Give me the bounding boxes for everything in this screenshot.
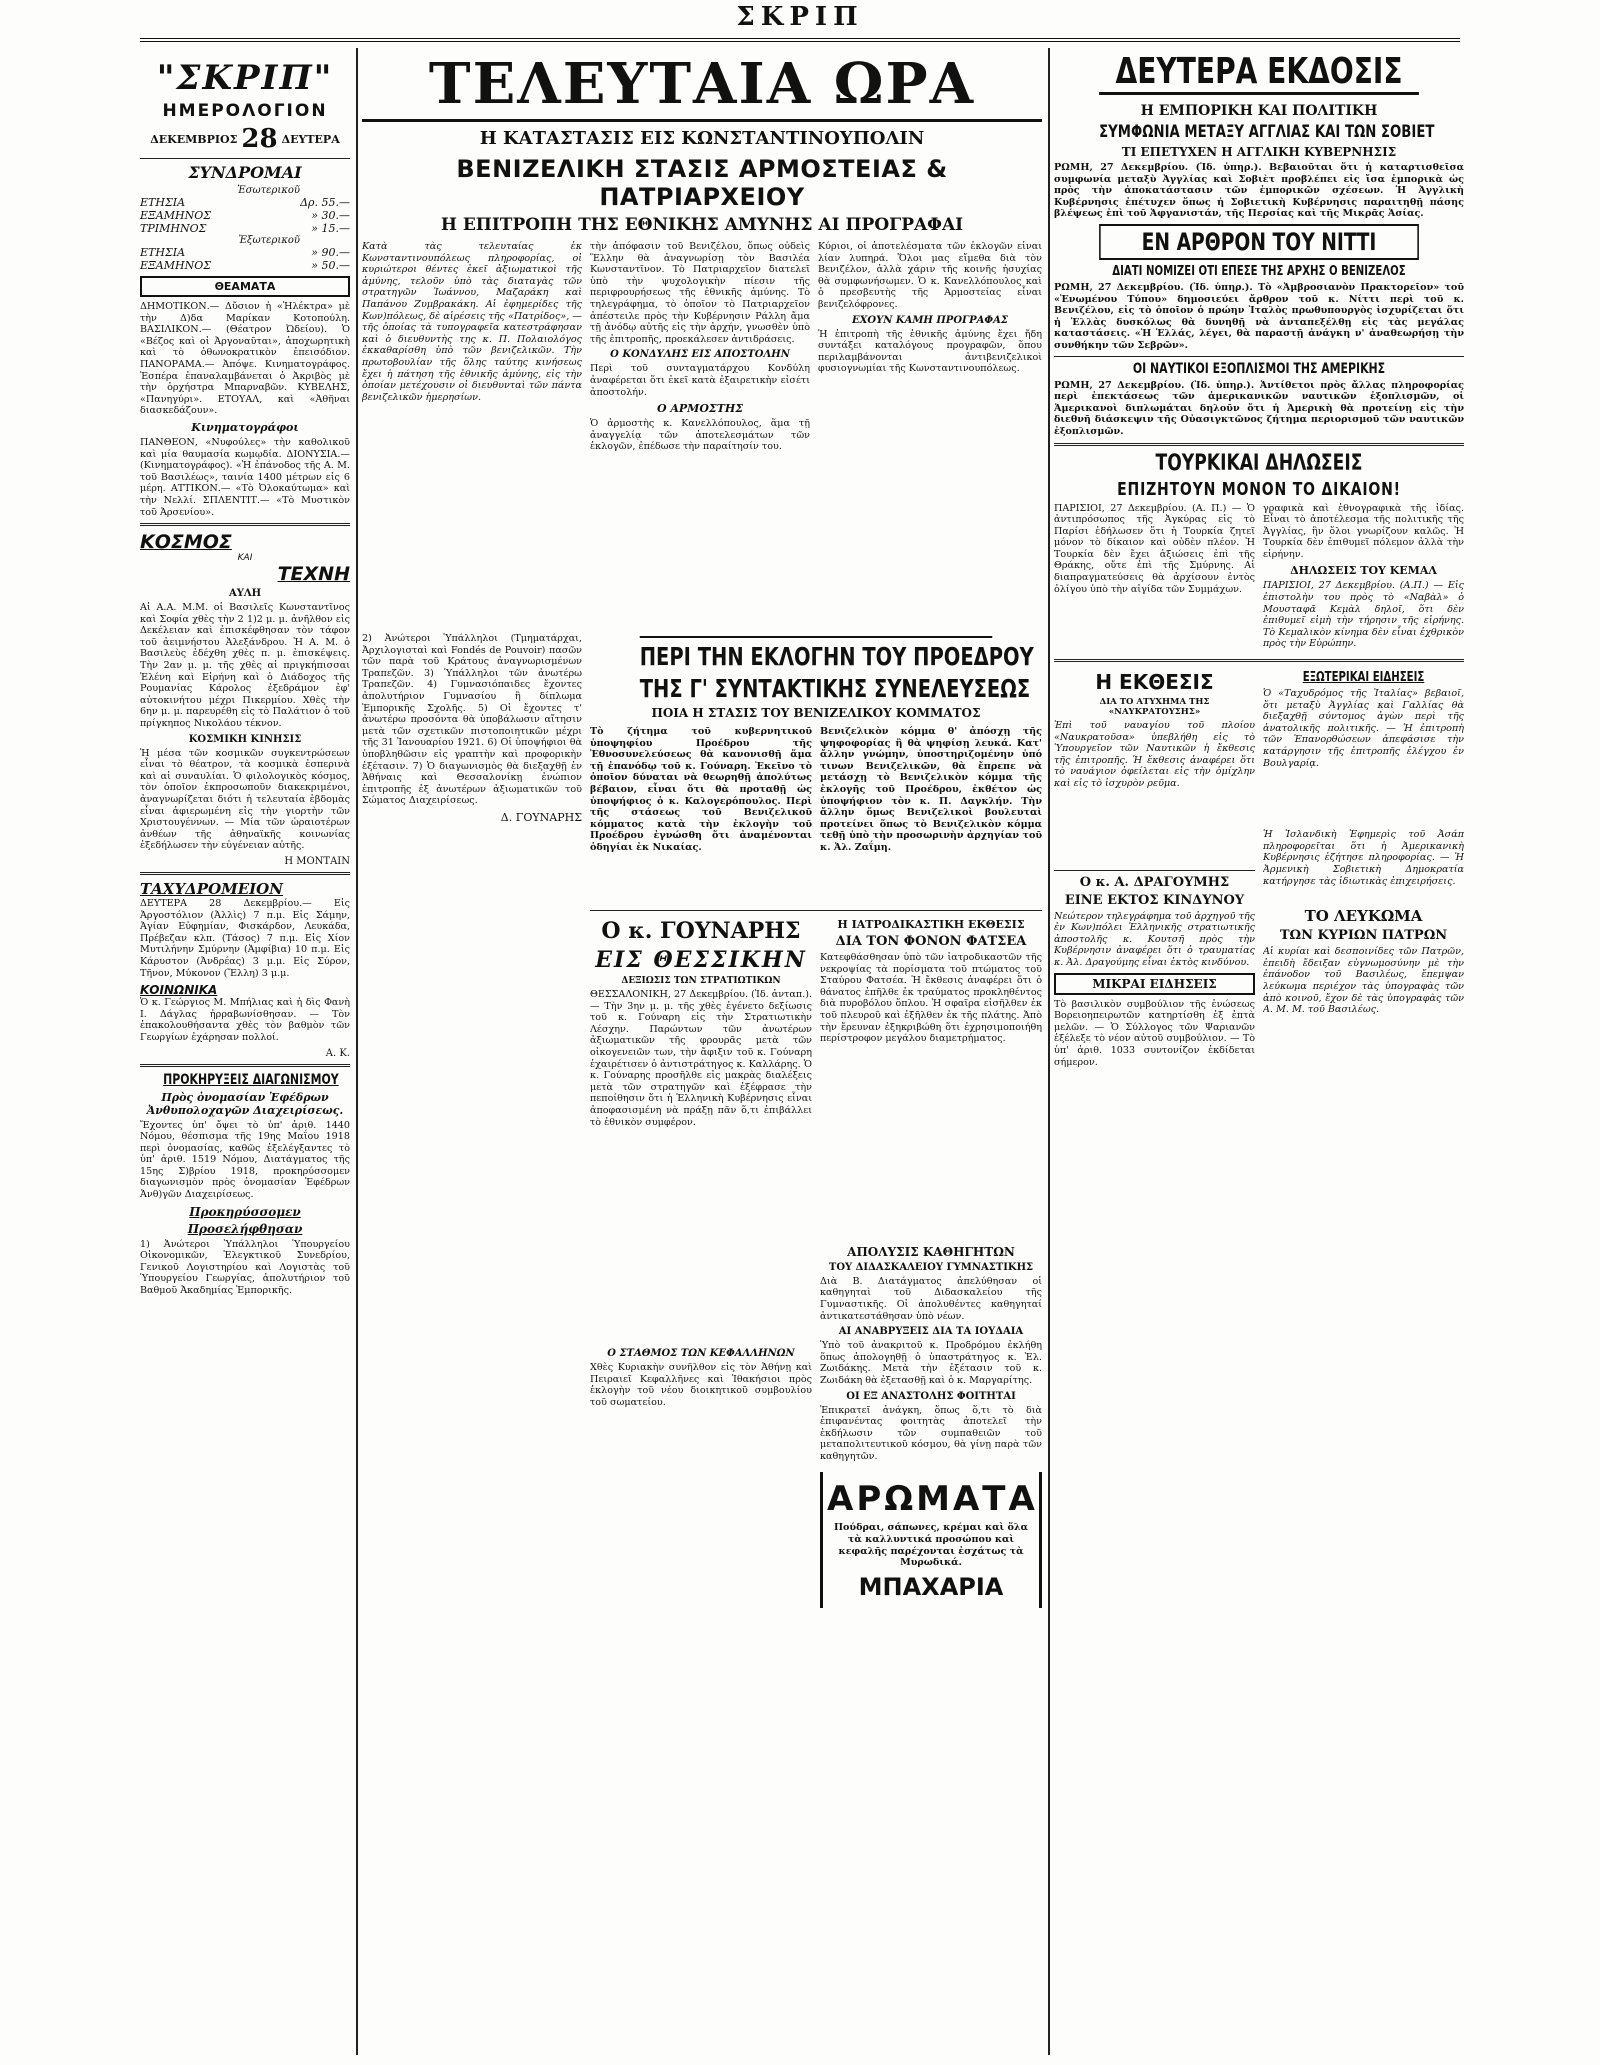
top-story-col-3: [818, 241, 1042, 633]
mid-text-a: Τὸ ζήτημα τοῦ κυβερνητικοῦ ὑποψηφίου Προέδρου τῆς Ἐθνοσυνελεύσεως θὰ κανονισθῇ ἅμα τῇ ἐπανόδῳ τοῦ κ. Γούναρη. Ἐκεῖνο τὸ ὁποῖον δύναται νὰ θεωρηθῇ ἀπολύτως βέβαιον, εἶναι ὅτι θὰ προταθῇ ὡς ὑποψήφιος ὁ κ. Καλογερόπουλος. Περὶ τῆς στάσεως τοῦ Βενιζελικοῦ κόμματος κατὰ τὴν ἐκλογὴν τοῦ Προέδρου ἐγνώσθη ὅτι ἀναμένονται ὁδηγίαι ἐκ Νικαίας.: [590, 726, 812, 853]
ad-title: ΑΡΩΜΑΤΑ: [827, 1479, 1038, 1520]
arts-title-3: ΤΕΧΝΗ: [277, 563, 350, 586]
pharm-text: Κατεφθάσθησαν ὑπὸ τῶν ἰατροδικαστῶν τῆς νεκροψίας τὰ πορίσματα τοῦ πτώματος τοῦ Σταύρου Φατσέα. Ἡ ἔκθεσις ἀναφέρει ὅτι ὁ θάνατος ἐπῆλθε ἐκ τραύματος προκληθέντος διὰ πυροβόλου ὅπλου. Ἡ σφαῖρα εἰσῆλθεν ἐκ τοῦ πλευροῦ καὶ ἐξῆλθεν ἐκ τῆς πλάτης. Ἀπὸ τὴν ἔρευναν ἐξηκριβώθη ὅτι ἐχρησιμοποιήθη περίστροφον μεγάλου διαμετρήματος.: [820, 952, 1042, 1045]
students-title: ΟΙ ΕΞ ΑΝΑΣΤΟΛΗΣ ΦΟΙΤΗΤΑΙ: [846, 1390, 1016, 1402]
gounaris-title-3: ΔΕΞΙΩΣΙΣ ΤΩΝ ΣΤΡΑΤΙΩΤΙΚΩΝ: [621, 976, 781, 986]
post-title: ΤΑΧΥΔΡΟΜΕΙΟΝ: [140, 879, 283, 898]
social-text: Ἡ μέσα τῶν κοσμικῶν συγκεντρώσεων εἶναι τὸ θέατρον, τὰ κοσμικὰ ἐσπερινὰ καὶ αἱ συναυλίαι. Ὁ φιλολογικὸς κόσμος, τὸν ὁποῖον ἐκπροσωποῦν διακεκριμένοι, ἀναγνωρίζεται διότι ἡ τελευταία ἑβδομὰς εἶναι ἀφιερωμένη εἰς τὴν γιορτὴν τῶν Χριστουγέννων. — Μία τῶν ὡραιοτέρων ἀνθέων τῆς ἀθηναϊκῆς κοινωνίας ἐξεδήλωσεν τὴν εὐγένειαν αὐτῆς.: [140, 747, 350, 852]
calendar-date: [140, 124, 350, 154]
exterior-label: Ἐξωτερικοῦ: [238, 235, 300, 246]
exterior-rates: [140, 246, 350, 272]
mid-headline-1: ΠΕΡΙ ΤΗΝ ΕΚΛΟΓΗΝ ΤΟΥ ΠΡΟΕΔΡΟΥ: [640, 636, 993, 671]
arts-title-2: ΚΑΙ: [237, 553, 253, 564]
social-title: ΚΟΣΜΙΚΗ ΚΙΝΗΣΙΣ: [188, 733, 302, 745]
notices-subtitle: Πρὸς ὀνομασίαν Ἐφέδρων Ἀνθυπολοχαγῶν Διαχειρίσεως.: [146, 1090, 344, 1117]
notices-text: Ἔχοντες ὑπ' ὄψει τὸ ὑπ' ἀριθ. 1440 Νόμου, θέσπισμα τῆς 19ης Μαΐου 1918 περὶ ὀνομασίας, καθῶς ἐξελέγξαντες τὸ ὑπ' ἀριθ. 1519 Νόμου, Διατάγματος τῆς 15ης Σ)βρίου 1918, προκηρύσσομεν διαγωνισμὸν πρὸς ὀνομασίαν Ἐφέδρων Ἀνθ)γῶν Διαχειρίσεως.: [140, 1119, 350, 1201]
right-h9: ΔΗΛΩΣΕΙΣ ΤΟΥ ΚΕΜΑΛ: [1290, 564, 1437, 578]
arts-title-1: ΚΟΣΜΟΣ: [140, 531, 232, 554]
right-t4b: γραφικὰ καὶ ἐθνογραφικὰ τῆς ἰδίας. Εἶναι τὸ ἀποτέλεσμα τῆς πολιτικῆς τῆς Ἀγγλίας, ἣν ὅλοι γνωρίζουν καλῶς. Ἡ Τουρκία δὲν ἐπιθυμεῖ πόλεμον ἀλλὰ τὴν εἰρήνην.: [1263, 502, 1464, 560]
left-column: [140, 48, 350, 2055]
mid-text-b: Βενιζελικὸν κόμμα θ' ἀπόσχῃ τῆς ψηφοφορίας ἢ θὰ ψηφίσῃ λευκά. Κατ' ἄλλην γνώμην, ὑποστηριζομένην ὑπό τινων Βενιζελικῶν, θὰ ἔπρεπε νὰ μετάσχῃ τὸ Βενιζελικὸν κόμμα τῆς ἐκλογῆς τοῦ Προέδρου, ἐκθέτον ὡς ὑποψήφιον τὸν κ. Π. Δαγκλήν. Τὴν ἄλλην ὅμως Βενιζελικοὶ βουλευταὶ προτείνει ὅπως τὸ Βενιζελικὸν κόμμα τεθῇ ὑπὸ τὴν προσωρινὴν ἀρχηγίαν τοῦ κ. Ἀλ. Ζαΐμη.: [820, 726, 1042, 853]
kefallines-text: Χθὲς Κυριακὴν συνῆλθον εἰς τὸν Ἀθήνῃ καὶ Πειραιεῖ Κεφαλλῆνες καὶ Ἰθακήσιοι πρὸς ἐκλογὴν τοῦ νέου διοικητικοῦ συμβουλίου τοῦ σωματείου.: [590, 1362, 812, 1408]
sub-a-title: Ο ΚΟΝΔΥΛΗΣ ΕΙΣ ΑΠΟΣΤΟΛΗΝ: [610, 349, 790, 361]
right-h14b: ΤΩΝ ΚΥΡΙΩΝ ΠΑΤΡΩΝ: [1279, 928, 1448, 944]
students-text: Ἐπικρατεῖ ἀνάγκη, ὅπως ὅ,τι τὸ διὰ ἐπιφανέντας φοιτητὰς ἀποτελεῖ τὴν ἐκδήλωσιν τῶν συμπαθειῶν τοῦ μεταπολιτευτικοῦ κόσμου, θὰ γίνῃ παρὰ τῶν καθηγητῶν.: [820, 1404, 1042, 1462]
headline-sub-3: Η ΕΠΙΤΡΟΠΗ ΤΗΣ ΕΘΝΙΚΗΣ ΑΜΥΝΗΣ ΑΙ ΠΡΟΓΡΑΦΑΙ: [440, 215, 964, 235]
calendar-title: ΗΜΕΡΟΛΟΓΙΟΝ: [162, 101, 328, 121]
right-t8: Νεώτερον τηλεγράφημα τοῦ ἀρχηγοῦ τῆς ἐν Κων)πόλει Ἑλληνικῆς στρατιωτικῆς ἀποστολῆς κ. Κουτσῆ πρὸς τὴν Κυβέρνησιν ἀναφέρει ὅτι ὁ τραυματίας κ. Ἀλ. Δραγούμης εἶναι ἐκτὸς κινδύνου.: [1054, 910, 1255, 968]
right-h10: Η ΕΚΘΕΣΙΣ: [1095, 670, 1214, 695]
june-text: Ὑπὸ τοῦ ἀνακριτοῦ κ. Προδρόμου ἐκλήθη ὅπως ἀπολογηθῇ ὁ ὑπαστράτηγος κ. Ἑλ. Ζωιδάκης. Μετὰ τὴν ἐξέτασιν τοῦ κ. Ζωιδάκη θὰ ἐξετασθῇ καὶ ὁ κ. Μαργαρίτης.: [820, 1340, 1042, 1386]
right-column: [1054, 48, 1464, 2055]
sub-c-title: ΕΧΟΥΝ ΚΑΜΗ ΠΡΟΓΡΑΦΑΣ: [852, 314, 1008, 326]
right-h1: Η ΕΜΠΟΡΙΚΗ ΚΑΙ ΠΟΛΙΤΙΚΗ: [1140, 103, 1378, 119]
right-h11: ΕΞΩΤΕΡΙΚΑΙ ΕΙΔΗΣΕΙΣ: [1302, 670, 1425, 686]
lower-col-right: [590, 633, 1042, 2055]
right-h13: ΜΙΚΡΑΙ ΕΙΔΗΣΕΙΣ: [1054, 973, 1255, 995]
right-h12: Ο κ. Α. ΔΡΑΓΟΥΜΗΣ: [1079, 874, 1230, 890]
sub-c-text: Ἡ ἐπιτροπὴ τῆς ἐθνικῆς ἀμύνης ἔχει ἤδη συντάξει καταλόγους προγραφῶν, ὅπου περιλαμβάνονται ἀντιβενιζελικοὶ φυσιογνωμίαι τῆς Κωνσταντινουπόλεως.: [818, 328, 1042, 375]
perfume-ad: [820, 1472, 1042, 1607]
post-text: ΔΕΥΤΕΡΑ 28 Δεκεμβρίου.— Εἰς Ἀργοστόλιον (Ἀλλὶς) 7 π.μ. Εἰς Σάμην, Ἀγίαν Εὐφημίαν, Φισκάρδον, Λευκάδα, Πρέβεζαν κλπ. (Τάσος) 7 π.μ. Εἰς Χίον Μυτιλήνην Σμύρνην (Ἀμφίβια) 10 π.μ. Εἰς Κάρυστον (Ἀνδρέας) 3 μ.μ. Εἰς Σύρον, Τῆνον, Μύκονον (Ἔλλη) 3 μ.μ.: [140, 897, 350, 979]
koinonika-text: Ὁ κ. Γεώργιος Μ. Μπήλιας καὶ ἡ δὶς Φανὴ Ι. Δάγλας ἠρραβωνίσθησαν. — Τὸν ἐπακολουθήσαντα χθὲς τὸν βαθμὸν τῶν Γεωργίων ἐχάρησαν πολλοί.: [140, 997, 350, 1043]
theatres-text: ΔΗΜΟΤΙΚΟΝ.— Δὔσιον ἡ «Ἠλέκτρα» μὲ τὴν Δ)δα Μαρίκαν Κοτοπούλη. ΒΑΣΙΛΙΚΟΝ.— (Θέατρον Ὠδείου). Ὁ «Βέζος καὶ οἱ Ἀργοναῦται», ἀποχωρητικὴ καὶ τὸ ὀθωνοκρατικὸν ἐπεισόδιον. ΠΑΝΟΡΑΜΑ.— Ἀπόψε. Κινηματογράφος. Ἐσπέρα ἐπαναλαμβάνεται ὁ Ἀκριβὸς μὲ τὴν ὁρχήστρα Μπαρναβῶν. ΚΥΒΕΛΗΣ, «Πανηγύρι». ΕΤΟΥΑΛ, καὶ «Ἀθῆναι διασκεδάζουν».: [140, 301, 350, 417]
date-month: ΔΕΚΕΜΒΡΙΟΣ: [150, 132, 238, 146]
right-lower-col-2: [1263, 667, 1464, 1307]
center-column: [362, 48, 1042, 2055]
right-t5: ΠΑΡΙΣΙΟΙ, 27 Δεκεμβρίου. (Α.Π.) — Εἰς ἐπιστολὴν του πρὸς τὸ «Ναβὰλ» ὁ Μουσταφᾶ Κεμὰλ δηλοῖ, ὅτι δὲν ἐπιθυμεῖ εἰμὴ τὴν τήρησιν τῆς εἰρήνης. Τὸ Κεμαλικὸν κίνημα δὲν εἶναι ἐχθρικὸν πρὸς τὴν Εὐρώπην.: [1263, 580, 1464, 650]
koinonika-signature: Α. Κ.: [325, 1047, 350, 1059]
date-weekday: ΔΕΥΤΕΡΑ: [281, 132, 340, 146]
rate-row: [140, 246, 350, 259]
koinonika-title: ΚΟΙΝΩΝΙΚΑ: [140, 983, 218, 998]
rate-period: ΕΞΑΜΗΝΟΣ: [140, 209, 211, 222]
turkish-story-col-2: [1263, 503, 1464, 655]
headline: ΤΕΛΕΥΤΑΙΑ ΩΡΑ: [362, 51, 1042, 122]
notices-heading-3: Προσελήφθησαν: [187, 1221, 303, 1236]
arts-signature: Η ΜΟΝΤΑΙΝ: [284, 855, 350, 867]
right-h10b: ΔΙΑ ΤΟ ΑΤΥΧΗΜΑ ΤΗΣ «ΝΑΥΚΡΑΤΟΥΣΗΣ»: [1099, 697, 1210, 718]
top-story-col-2: [590, 241, 810, 633]
rate-period: ΕΤΗΣΙΑ: [140, 196, 186, 209]
lower-split: [590, 915, 1042, 1875]
story-a: Κατὰ τὰς τελευταίας ἐκ Κωνσταντινουπόλεως πληροφορίας, οἱ κυριώτεροι θέντες ἐκεῖ ἀξιωματικοὶ τῆς ἀμύνης, τελοῦν ὑπὸ τὰς διαταγὰς τῶν στρατηγῶν Ἰωάννου, Μαζαράκη καὶ Παπάνου Ζυμβρακάκη. Αἱ ἐφημερίδες τῆς Κων)πόλεως, δὲ αἱρέσεις τῆς «Πατρίδος», — τῆς ὁποίας τὰ τυπογραφεῖα κατεστράφησαν καὶ ὁ διευθυντὴς της κ. Π. Πολαιολόγος ἐκκαθαρίσθη ὑπὸ τῶν βενιζελικῶν. Τὴν πρωτοβουλίαν τῆς ὅλης ταύτης κινήσεως ἔχει ἡ πάτηση τῆς ἐθνικῆς ἀμύνης, εἰς τὴν ὁποίαν μετέχουσιν οἱ διευθυνταὶ τῶν πάντα βενιζελικῶν ἡμερησίων.: [362, 241, 582, 403]
rate-row: [140, 196, 350, 209]
right-t7: Ὁ «Ταχυδρόμος τῆς Ἰταλίας» βεβαιοῖ, ὅτι μεταξὺ Ἀγγλίας καὶ Γαλλίας θὰ διεξαχθῇ σύντομος ἀγὼν περὶ τῆς ἀνατολικῆς πολιτικῆς. — Ἡ ἐπιτροπὴ τῶν Ἐπανορθώσεων ἀπεφάσισε τὴν κατάργησιν τῆς ἐπιτροπῆς ἐλέγχου ἐν Βουλγαρίᾳ.: [1263, 688, 1464, 769]
right-h7: ΤΟΥΡΚΙΚΑΙ ΔΗΛΩΣΕΙΣ: [1155, 450, 1363, 476]
sub-a-text: Περὶ τοῦ συνταγματάρχου Κονδύλη ἀναφέρεται ὅτι ἐκεῖ κατὰ ἐξαιρετικὴν εἰσέτι ἀποστολήν.: [590, 363, 810, 398]
rate-row: [140, 259, 350, 272]
ad-text: Πούδραι, σάπωνες, κρέμαι καὶ ὅλα τὰ καλλυντικά προσώπου καὶ κεφαλῆς παρέχονται ἐσχάτως τὰ Μυρωδικά.: [833, 1522, 1029, 1569]
top-story: [362, 241, 1042, 633]
cinemas-title: Κινηματογράφοι: [191, 420, 299, 434]
right-t3: ΡΩΜΗ, 27 Δεκεμβρίου. (Ἰδ. ὑπηρ.). Ἀντίθετοι πρὸς ἄλλας πληροφορίας περὶ ἐπεκτάσεως τῶν ἀμερικανικῶν ναυτικῶν ἐξοπλισμῶν, οἱ Ἀμερικανοὶ διπλωμάται δηλοῦν ὅτι ἡ Ἀμερικὴ θὰ προτείνῃ εἰς τὴν διεθνῆ διάσκεψιν τῆς Οὐασιγκτῶνος ζήτημα περιορισμοῦ τῶν ναυτικῶν ἐξοπλισμῶν.: [1054, 379, 1464, 437]
rate-price: » 15.—: [311, 222, 350, 235]
rate-period: ΕΤΗΣΙΑ: [140, 246, 186, 259]
notices-heading-2: Προκηρύσσομεν: [189, 1204, 301, 1219]
right-h4: ΕΝ ΑΡΘΡΟΝ ΤΟΥ ΝΙΤΤΙ: [1099, 224, 1419, 260]
right-t6: Ἐπὶ τοῦ ναυαγίου τοῦ πλοίου «Ναυκρατοῦσα» ὑπεβλήθη εἰς τὸ Ὑπουργεῖον τῶν Ναυτικῶν ἡ ἔκθεσις τῆς ἐπιτροπῆς. Ἡ ἔκθεσις ἀναφέρει ὅτι τὸ ναυάγιον ὀφείλεται εἰς τὴν ὁμίχλην καὶ εἰς τὸ ἰσχυρὸν ρεῦμα.: [1054, 720, 1255, 789]
right-t11: Αἱ κυρίαι καὶ δεσποινίδες τῶν Πατρῶν, ἐπειδὴ ἔδειξαν εὐγνωμοσύνην μὲ τὴν ἐπάνοδον τοῦ Βασιλέως, ἔπεμψαν λεύκωμα περιέχον τὰς ὑπογραφὰς τῶν ἀπὸ κοινοῦ, ἔχον δὲ τὰς ὑπογραφὰς τῶν Α. Μ. Μ. τοῦ Βασιλέως.: [1263, 946, 1464, 1016]
interior-label: Ἐσωτερικοῦ: [237, 185, 300, 196]
court-title: ΑΥΛΗ: [228, 588, 262, 600]
lower-col-1: [362, 633, 582, 2055]
headline-sub-1: Η ΚΑΤΑΣΤΑΣΙΣ ΕΙΣ ΚΩΝΣΤΑΝΤΙΝΟΥΠΟΛΙΝ: [479, 128, 925, 149]
right-h5: ΔΙΑΤΙ ΝΟΜΙΖΕΙ ΟΤΙ ΕΠΕΣΕ ΤΗΣ ΑΡΧΗΣ Ο ΒΕΝΙΖΕΛΟΣ: [1112, 263, 1406, 279]
masthead-rule: [140, 38, 1460, 42]
gounaris-col: [590, 915, 812, 1875]
mid-story: [590, 726, 1042, 906]
sub-b-text: Ὁ ἁρμοστὴς κ. Κανελλόπουλος, ἅμα τῇ ἀναγγελίᾳ τῶν ἀποτελεσμάτων τῶν ἐκλογῶν, ἐπέδωσε τὴν παραίτησίν του.: [590, 418, 810, 453]
theatres-title: ΘΕΑΜΑΤΑ: [140, 276, 350, 297]
teach-title-2: ΤΟΥ ΔΙΔΑΣΚΑΛΕΙΟΥ ΓΥΜΝΑΣΤΙΚΗΣ: [828, 1261, 1034, 1273]
right-t4: ΠΑΡΙΣΙΟΙ, 27 Δεκεμβρίου. (Α. Π.) — Ὁ ἀντιπρόσωπος τῆς Ἀγκύρας εἰς τὸ Παρίσι ἐδήλωσεν ὅτι ἡ Τουρκία ζητεῖ μόνον τὸ δίκαιον καὶ οὐδὲν πλέον. Ἡ Τουρκία δὲν ἔχει ἀξιώσεις ἐπὶ τῆς Θράκης, οὔτε ἐπὶ τῆς Σμύρνης. Αἱ διαπραγματεύσεις θὰ ἀρχίσουν ἐντὸς ὀλίγου ὑπὸ τὴν αἰγίδα τῶν Συμμάχων.: [1054, 502, 1255, 595]
rate-price: » 30.—: [311, 209, 350, 222]
june-title: ΑΙ ΑΝΑΒΡΥΞΕΙΣ ΔΙΑ ΤΑ ΙΟΥΔΑΙΑ: [838, 1326, 1024, 1338]
right-h12b: ΕΙΝΕ ΕΚΤΟΣ ΚΙΝΔΥΝΟΥ: [1064, 892, 1245, 908]
right-lower-col-1: [1054, 667, 1255, 1307]
rate-price: » 90.—: [311, 246, 350, 259]
kefallines-title: Ο ΣΤΑΘΜΟΣ ΤΩΝ ΚΕΦΑΛΛΗΝΩΝ: [607, 1348, 795, 1360]
right-h6: ΟΙ ΝΑΥΤΙΚΟΙ ΕΞΟΠΛΙΣΜΟΙ ΤΗΣ ΑΜΕΡΙΚΗΣ: [1132, 360, 1386, 377]
mid-headline-3: ΠΟΙΑ Η ΣΤΑΣΙΣ ΤΟΥ ΒΕΝΙΖΕΛΙΚΟΥ ΚΟΜΜΑΤΟΣ: [651, 706, 981, 720]
sub-b-title: Ο ΑΡΜΟΣΤΗΣ: [656, 402, 744, 416]
pharm-title-2: ΔΙΑ ΤΟΝ ΦΟΝΟΝ ΦΑΤΣΕΑ: [835, 934, 1027, 949]
notices-text-2: 1) Ἀνώτεροι Ὑπάλληλοι Ὑπουργείου Οἰκονομικῶν, Ἐλεγκτικοῦ Συνεδρίου, Γενικοῦ Λογιστηρίου καὶ Λογιστὰς τοῦ Ὑπουργείου Γεωργίας, ἀπολυτήριον τοῦ Βαθμοῦ Ἀκαδημίας Ἐμπορικῆς.: [140, 1238, 350, 1297]
news-col: [820, 915, 1042, 1875]
date-day: 28: [241, 124, 278, 154]
right-t2: ΡΩΜΗ, 27 Δεκεμβρίου. (Ἰδ. ὑπηρ.). Τὸ «Ἀμβροσιανὸν Πρακτορεῖον» τοῦ «Ἐνωμένου Τύπου» δημοσιεύει ἄρθρον τοῦ κ. Νίττι περὶ τοῦ κ. Βενιζέλου, εἰς τὸ ὁποῖον ὁ πρώην Ἰταλὸς πρωθυπουργὸς ἰσχυρίζεται ὅτι ἡ Ἑλλὰς δυσκόλως θὰ δυνηθῇ νὰ ἀνταπεξέλθῃ εἰς τὰς μεγάλας καταστάσεις. «Ἡ Ἑλλάς, λέγει, θὰ παραστῇ ἀνάγκη ν' ἀναθεωρήσῃ τὴν συνθήκην τῶν Σεβρῶν».: [1054, 281, 1464, 351]
second-edition-title: ΔΕΥΤΕΡΑ ΕΚΔΟΣΙΣ: [1099, 51, 1419, 95]
col3-text: 2) Ἀνώτεροι Ὑπάλληλοι (Τμηματάρχαι, Ἀρχιλογισταὶ καὶ Fondés de Pouvoir) πασῶν τῶν παρὰ τοῦ Κράτους ἀναγνωρισμένων Τραπεζῶν. 3) Ὑπάλληλοι τῶν ἀνωτέρω Τραπεζῶν. 4) Γυμνασιόπαιδες ἔχοντες ἀπολυτήριον Γυμνασίου ἢ δίπλωμα Ἐμπορικῆς Σχολῆς. 5) Οἱ ἔχοντες τ' ἀνωτέρω προσόντα θὰ ὑποβάλωσιν αἴτησιν μετὰ τῶν σχετικῶν πιστοποιητικῶν μέχρι τῆς 31 Ἰανουαρίου 1921. 6) Οἱ ὑποψήφιοι θὰ ὑποβληθῶσιν εἰς γραπτὴν καὶ προφορικὴν ἐξέτασιν. 7) Ὁ διαγωνισμὸς θὰ διεξαχθῇ ἐν Ἀθήναις καὶ Θεσσαλονίκῃ ἐνώπιον ἐπιτροπῆς ἐξ ἀνωτέρων ἀξιωματικῶν τοῦ Σώματος Διαχειρίσεως.: [362, 633, 582, 807]
right-t9: Τὸ βασιλικὸν συμβούλιον τῆς ἑνώσεως Βορειοηπειρωτῶν κατηρτίσθη ἐξ ἐπτὰ μελῶν. — Ὁ Σύλλογος τῶν Ψαριανῶν ἐξέλεξε τὸ νέον αὐτοῦ συμβούλιον. — Τὸ ὑπ' ἀριθ. 1033 συντονίζον ἐκδίδεται σήμερον.: [1054, 998, 1255, 1068]
right-h3: ΤΙ ΕΠΕΤΥΧΕΝ Η ΑΓΓΛΙΚΗ ΚΥΒΕΡΝΗΣΙΣ: [1121, 145, 1397, 159]
column-divider: [356, 48, 358, 2055]
right-t1: ΡΩΜΗ, 27 Δεκεμβρίου. (Ἰδ. ὑπηρ.). Βεβαιοῦται ὅτι ἡ καταρτισθεῖσα συμφωνία μεταξὺ Ἀγγλίας καὶ Σοβιὲτ προβλέπει εἰς ἴσα ἐμπορικὰ ὡς πρὸς τὴν ἀποκατάστασιν τῶν ἐμπορικῶν σχέσεων. Ἡ Ἀγγλικὴ Κυβέρνησις ἐπέτυχεν ὅπως ἡ Σοβιετικὴ Κυβέρνησις παραιτηθῇ πάσης βλέψεως ἐπὶ τοῦ Ἀφγανιστάν, τῆς Περσίας καὶ τῆς Μικρᾶς Ἀσίας.: [1054, 162, 1464, 220]
right-h14: ΤΟ ΛΕΥΚΩΜΑ: [1304, 907, 1423, 926]
right-h8: ΕΠΙΖΗΤΟΥΝ ΜΟΝΟΝ ΤΟ ΔΙΚΑΙΟΝ!: [1117, 478, 1401, 500]
rate-row: [140, 222, 350, 235]
headline-sub-2: ΒΕΝΙΖΕΛΙΚΗ ΣΤΑΣΙΣ ΑΡΜΟΣΤΕΙΑΣ & ΠΑΤΡΙΑΡΧΕΙΟΥ: [456, 155, 948, 211]
cinemas-text: ΠΑΝΘΕΟΝ, «Νυφούλες» τὴν καθολικοῦ καὶ μία θαυμασία κωμῳδία. ΔΙΟΝΥΣΙΑ.— (Κινηματογράφος). «Ἡ ἐπάνοδος τῆς Α. Μ. τοῦ Βασιλέως», ταινία 1400 μέτρων εἰς 6 μέρη. ΑΤΤΙΚΟΝ.— «Τὸ Ὀλοκαύτωμα» καὶ τὴν Νελλί. ΣΠΛΕΝΤΙΤ.— «Τὸ Μυστικὸν τοῦ Ἀρσενίου».: [140, 436, 350, 518]
court-text: Αἱ Α.Α. Μ.Μ. οἱ Βασιλεῖς Κωνσταντῖνος καὶ Σοφία χθὲς τὴν 2 1)2 μ. μ. ἀνῆλθον εἰς Δεκέλειαν καὶ ἐπισκέφθησαν τὸν τάφον τοῦ ἀειμνήστου Ἀλεξάνδρου. Ἡ Α. Μ. ὁ Βασιλεὺς ἐδέχθη χθὲς π. μ. ἐπισκέψεις. Τὴν 2αν μ. μ. τῆς χθὲς αἱ πριγκήπισσαι Ἑλένη καὶ Εἰρήνη καὶ ὁ Διάδοχος τῆς Ρουμανίας Κάρολος ἐξεδράμον ἐφ' αὐτοκινήτου μέχρι Πικερμίου. Χθὲς τὴν 6ην μ. μ. παρευρέθη εἰς τὸ Παλάτιον ὁ τοῦ πρίγκηπος Νικολάου τέκνον.: [140, 602, 350, 730]
pharm-title-1: Η ΙΑΤΡΟΔΙΚΑΣΤΙΚΗ ΕΚΘΕΣΙΣ: [837, 918, 1025, 931]
right-lower: [1054, 667, 1464, 1307]
teach-text: Διὰ Β. Διατάγματος ἀπελύθησαν οἱ καθηγηταὶ τοῦ Διδασκαλείου τῆς Γυμναστικῆς. Οἱ ἀπολυθέντες καθηγηταί ἀντικατεστάθησαν ὑπὸ νέων.: [820, 1275, 1042, 1322]
col3-signature: Δ. ΓΟΥΝΑΡΗΣ: [500, 810, 582, 824]
gounaris-text: ΘΕΣΣΑΛΟΝΙΚΗ, 27 Δεκεμβρίου. (Ἰδ. ἀνταπ.).— Τὴν 3ην μ. μ. τῆς χθὲς ἐγένετο δεξίωσις τοῦ κ. Γούναρη εἰς τὴν Στρατιωτικὴν Λέσχην. Παρώντων τῶν ἀνωτέρων ἀξιωματικῶν τῆς φρουρᾶς μετὰ τῶν οἰκογενειῶν των, τὴν ἄφιξιν τοῦ κ. Γούναρη ἐχαιρέτισεν ὁ ἀντιστράτηγος κ. Καλλάρης. Ὁ κ. Γούναρης προσῆλθε εἰς μακρὰς διαλέξεις μετὰ τῶν στρατηγῶν καὶ ἐξέφρασε τὴν πεποίθησιν ὅτι ἡ Ἑλληνικὴ Κυβέρνησις εἶναι ἀποφασισμένη νὰ πράξῃ πᾶν ὅ,τι ἐπιβάλλει τὸ ἐθνικὸν συμφέρον.: [590, 989, 812, 1128]
subscriptions-title: ΣΥΝΔΡΟΜΑΙ: [188, 163, 302, 182]
rate-price: » 50.—: [311, 259, 350, 272]
right-h2: ΣΥΜΦΩΝΙΑ ΜΕΤΑΞΥ ΑΓΓΛΙΑΣ ΚΑΙ ΤΩΝ ΣΟΒΙΕΤ: [1099, 122, 1435, 142]
rate-period: ΤΡΙΜΗΝΟΣ: [140, 222, 207, 235]
lower-center: [362, 633, 1042, 2055]
story-c: Κύριοι, οἱ ἀποτελέσματα τῶν ἐκλογῶν εἶναι λίαν λυπηρά. Ὅλοι μας εἴμεθα διὰ τὸν Βενιζέλον, ἀλλὰ χάριν τῆς κοινῆς ἡσυχίας θὰ συμφωνήσωμεν. Ὁ κ. Κανελλόπουλος καὶ ὁ πρεσβευτὴς τῆς Ἀρμοστείας εἶναι βενιζελόφρονες.: [818, 241, 1042, 310]
masthead: ΣΚΡΙΠ: [736, 2, 864, 32]
ad-name: ΜΠΑΧΑΡΙΑ: [858, 1572, 1004, 1601]
column-divider: [1048, 48, 1050, 2055]
gounaris-title-2: ΕΙΣ ΘΕΣΣΙΚΗΝ: [595, 947, 807, 973]
interior-rates: [140, 196, 350, 235]
story-b: τὴν ἀπόφασιν τοῦ Βενιζέλου, ὅπως οὐδεὶς Ἕλλην θὰ ἀναγνωρίσῃ τὸν Βασιλέα Κωνσταντῖνον. Τὸ Πατριαρχεῖον διατελεῖ ὑπὸ τὴν ψυχολογικὴν πίεσιν τῆς περιφρουρήσεως τῆς ἐθνικῆς ἀμύνης. Τὸ τηλεγράφημα, τὸ ὁποῖον τὸ Πατριαρχεῖον ἀπέστειλε πρὸς τὴν Κυβέρνησιν Ράλλη ἄμα τῇ ἀνόδῳ αὐτῆς εἰς τὴν ἀρχήν, γνωσθὲν ὑπὸ τῆς ἐπιτροπῆς, προεκάλεσεν ἀντιδράσεις.: [590, 241, 810, 345]
rate-row: [140, 209, 350, 222]
right-t10: Ἡ Ἰσλανδικὴ Ἐφημερὶς τοῦ Ἀσάπ πληροφορεῖται ὅτι ἡ Ἀμερικανικὴ Κυβέρνησις ἐζήτησε πληροφορίας. — Ἡ Ἀρμενικὴ Σοβιετικὴ Δημοκρατία κατήργησε τὰς ἰδιωτικὰς ἐπιχειρήσεις.: [1263, 829, 1464, 887]
paper-name: "ΣΚΡΙΠ": [156, 58, 334, 98]
top-story-col-1: [362, 241, 582, 633]
gounaris-title-1: Ο κ. ΓΟΥΝΑΡΗΣ: [601, 918, 801, 944]
mid-headline-2: ΤΗΣ Γ' ΣΥΝΤΑΚΤΙΚΗΣ ΣΥΝΕΛΕΥΣΕΩΣ: [639, 674, 1031, 703]
turkish-story: [1054, 503, 1464, 655]
rate-period: ΕΞΑΜΗΝΟΣ: [140, 259, 211, 272]
notices-title: ΠΡΟΚΗΡΥΞΕΙΣ ΔΙΑΓΩΝΙΣΜΟΥ: [163, 1071, 339, 1088]
rate-price: Δρ. 55.—: [300, 196, 350, 209]
teach-title-1: ΑΠΟΛΥΣΙΣ ΚΑΘΗΓΗΤΩΝ: [847, 1244, 1015, 1259]
